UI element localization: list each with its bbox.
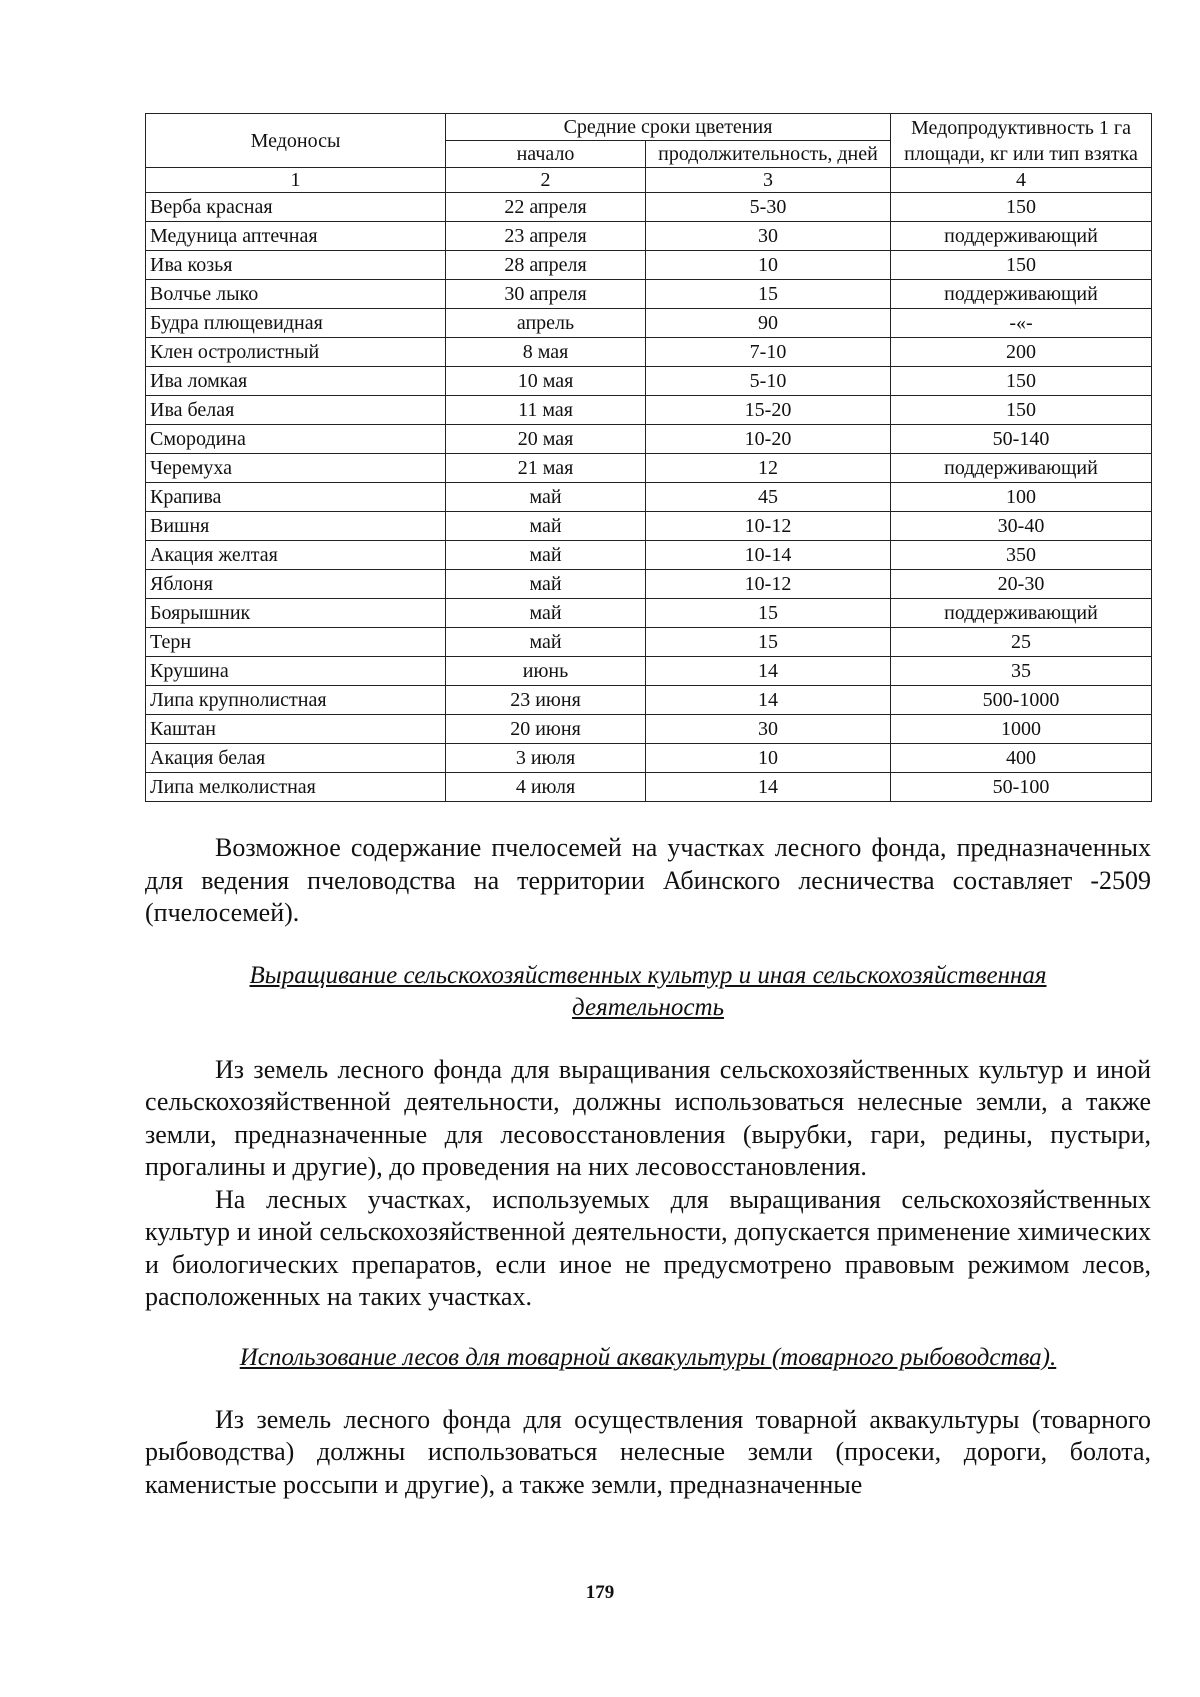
cell-plant-name: Липа крупнолистная <box>146 686 446 715</box>
cell-start: 23 апреля <box>446 222 646 251</box>
table-row <box>146 251 1152 280</box>
cell-start: 4 июля <box>446 773 646 802</box>
cell-start: май <box>446 541 646 570</box>
section-heading-aquaculture: Использование лесов для товарной аквакультуры (товарного рыбоводства). <box>239 1343 1057 1371</box>
cell-plant-name: Ива белая <box>146 396 446 425</box>
cell-productivity: 50-100 <box>891 773 1152 802</box>
table-row <box>146 222 1152 251</box>
cell-duration: 15 <box>646 280 891 309</box>
table-row <box>146 599 1152 628</box>
cell-plant-name: Верба красная <box>146 193 446 222</box>
cell-duration: 15 <box>646 628 891 657</box>
cell-duration: 10-20 <box>646 425 891 454</box>
cell-plant-name: Каштан <box>146 715 446 744</box>
honey-plants-table <box>145 113 1152 802</box>
cell-duration: 10-12 <box>646 512 891 541</box>
cell-duration: 10 <box>646 251 891 280</box>
cell-productivity: 150 <box>891 396 1152 425</box>
cell-start: май <box>446 512 646 541</box>
cell-start: 22 апреля <box>446 193 646 222</box>
table-row <box>146 309 1152 338</box>
table-row <box>146 657 1152 686</box>
paragraph-beekeeping: Возможное содержание пчелосемей на участках лесного фонда, предназначенных для ведения пчеловодства на территории Абинского лесничества составляет -2509 (пчелосемей). <box>145 833 1151 927</box>
cell-plant-name: Черемуха <box>146 454 446 483</box>
cell-duration: 12 <box>646 454 891 483</box>
cell-duration: 30 <box>646 222 891 251</box>
cell-productivity: поддерживающий <box>891 599 1152 628</box>
cell-start: 10 мая <box>446 367 646 396</box>
column-number: 1 <box>146 168 446 193</box>
cell-duration: 14 <box>646 773 891 802</box>
table-row <box>146 686 1152 715</box>
cell-start: май <box>446 570 646 599</box>
cell-productivity: 1000 <box>891 715 1152 744</box>
table-body <box>146 193 1152 802</box>
cell-productivity: 150 <box>891 367 1152 396</box>
cell-plant-name: Смородина <box>146 425 446 454</box>
cell-plant-name: Ива ломкая <box>146 367 446 396</box>
cell-start: 28 апреля <box>446 251 646 280</box>
table-row <box>146 715 1152 744</box>
column-number: 3 <box>646 168 891 193</box>
table-row <box>146 773 1152 802</box>
cell-productivity: 100 <box>891 483 1152 512</box>
paragraph-agriculture-lands: Из земель лесного фонда для выращивания сельскохозяйственных культур и иной сельскохозяйственной деятельности, должны использоваться нелесные земли, а также земли, предназначенные для лесовосстановления (вырубки, гари, редины, пустыри, прогалины и другие), до проведения на них лесовосстановления. <box>145 1054 1151 1181</box>
cell-duration: 14 <box>646 657 891 686</box>
cell-plant-name: Терн <box>146 628 446 657</box>
cell-productivity: -«- <box>891 309 1152 338</box>
cell-duration: 15-20 <box>646 396 891 425</box>
cell-start: май <box>446 628 646 657</box>
cell-start: июнь <box>446 657 646 686</box>
cell-productivity: 500-1000 <box>891 686 1152 715</box>
table-row <box>146 193 1152 222</box>
cell-plant-name: Боярышник <box>146 599 446 628</box>
cell-productivity: 200 <box>891 338 1152 367</box>
table-row <box>146 396 1152 425</box>
column-number: 4 <box>891 168 1152 193</box>
table-row <box>146 570 1152 599</box>
cell-plant-name: Клен остролистный <box>146 338 446 367</box>
document-page <box>145 113 1151 1501</box>
cell-duration: 10 <box>646 744 891 773</box>
cell-start: май <box>446 483 646 512</box>
table-row <box>146 541 1152 570</box>
cell-productivity: 400 <box>891 744 1152 773</box>
cell-start: 3 июля <box>446 744 646 773</box>
cell-start: апрель <box>446 309 646 338</box>
cell-plant-name: Крапива <box>146 483 446 512</box>
cell-plant-name: Вишня <box>146 512 446 541</box>
cell-plant-name: Крушина <box>146 657 446 686</box>
cell-productivity: поддерживающий <box>891 222 1152 251</box>
cell-start: 20 июня <box>446 715 646 744</box>
cell-plant-name: Волчье лыко <box>146 280 446 309</box>
cell-start: 23 июня <box>446 686 646 715</box>
cell-duration: 5-30 <box>646 193 891 222</box>
cell-start: 8 мая <box>446 338 646 367</box>
paragraph-aquaculture: Из земель лесного фонда для осуществления товарной аквакультуры (товарного рыбоводства) должны использоваться нелесные земли (просеки, дороги, болота, каменистые россыпи и другие), а также земли, предназначенные <box>145 1404 1151 1499</box>
cell-start: 11 мая <box>446 396 646 425</box>
cell-start: 30 апреля <box>446 280 646 309</box>
table-row <box>146 367 1152 396</box>
cell-duration: 10-14 <box>646 541 891 570</box>
cell-productivity: 150 <box>891 251 1152 280</box>
column-number: 2 <box>446 168 646 193</box>
cell-plant-name: Яблоня <box>146 570 446 599</box>
cell-duration: 5-10 <box>646 367 891 396</box>
cell-duration: 7-10 <box>646 338 891 367</box>
cell-productivity: 35 <box>891 657 1152 686</box>
cell-productivity: 30-40 <box>891 512 1152 541</box>
cell-plant-name: Будра плющевидная <box>146 309 446 338</box>
header-start: начало <box>446 141 646 168</box>
cell-plant-name: Липа мелколистная <box>146 773 446 802</box>
cell-productivity: 25 <box>891 628 1152 657</box>
cell-duration: 45 <box>646 483 891 512</box>
table-row <box>146 744 1152 773</box>
header-flowering-period: Средние сроки цветения <box>446 114 891 141</box>
cell-productivity: 350 <box>891 541 1152 570</box>
cell-duration: 14 <box>646 686 891 715</box>
cell-plant-name: Акация белая <box>146 744 446 773</box>
table-row <box>146 483 1152 512</box>
table-row <box>146 338 1152 367</box>
cell-plant-name: Медуница аптечная <box>146 222 446 251</box>
cell-plant-name: Акация желтая <box>146 541 446 570</box>
cell-duration: 15 <box>646 599 891 628</box>
cell-plant-name: Ива козья <box>146 251 446 280</box>
cell-productivity: 150 <box>891 193 1152 222</box>
cell-duration: 10-12 <box>646 570 891 599</box>
section-heading-agriculture: Выращивание сельскохозяйственных культур и иная сельскохозяйственная деятельность <box>249 961 1047 1021</box>
cell-productivity: 50-140 <box>891 425 1152 454</box>
cell-productivity: поддерживающий <box>891 280 1152 309</box>
table-row <box>146 280 1152 309</box>
cell-start: 21 мая <box>446 454 646 483</box>
table-row <box>146 454 1152 483</box>
header-productivity: Медопродуктивность 1 га площади, кг или тип взятка <box>891 114 1152 168</box>
cell-productivity: поддерживающий <box>891 454 1152 483</box>
table-row <box>146 628 1152 657</box>
cell-start: май <box>446 599 646 628</box>
cell-duration: 90 <box>646 309 891 338</box>
header-duration: продолжительность, дней <box>646 141 891 168</box>
cell-productivity: 20-30 <box>891 570 1152 599</box>
header-honey-plants: Медоносы <box>146 114 446 168</box>
cell-start: 20 мая <box>446 425 646 454</box>
table-row <box>146 512 1152 541</box>
paragraph-agriculture-chemicals: На лесных участках, используемых для выращивания сельскохозяйственных культур и иной сельскохозяйственной деятельности, допускается применение химических и биологических препаратов, если иное не предусмотрено правовым режимом лесов, расположенных на таких участках. <box>145 1184 1151 1311</box>
table-row <box>146 425 1152 454</box>
page-number: 179 <box>585 1582 615 1603</box>
cell-duration: 30 <box>646 715 891 744</box>
